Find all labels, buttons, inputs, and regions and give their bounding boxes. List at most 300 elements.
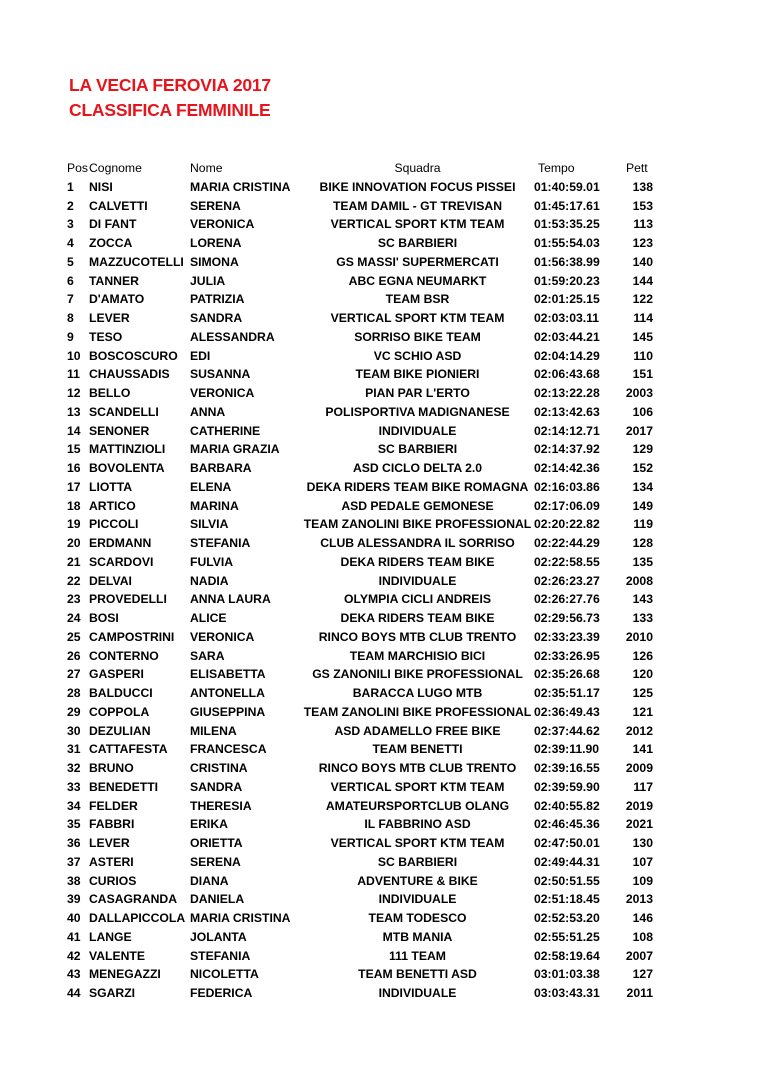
- cell-pett: 2007: [625, 948, 653, 963]
- cell-nome: BARBARA: [190, 461, 252, 475]
- cell-tempo: 02:50:51.55: [534, 873, 600, 888]
- cell-cognome: LANGE: [89, 929, 132, 944]
- cell-pos: 5: [67, 254, 74, 269]
- cell-nome: ALICE: [190, 611, 227, 625]
- cell-tempo: 02:35:26.68: [534, 667, 600, 682]
- cell-pett: 146: [632, 911, 653, 925]
- cell-pos: 29: [67, 704, 81, 719]
- document-title: LA VECIA FEROVIA 2017: [69, 75, 271, 95]
- cell-nome: GIUSEPPINA: [190, 704, 266, 719]
- cell-cognome: DALLAPICCOLA: [89, 911, 186, 925]
- cell-pett: 141: [632, 742, 653, 757]
- cell-pos: 37: [67, 854, 81, 869]
- cell-pos: 27: [67, 667, 81, 682]
- cell-pett: 2010: [625, 629, 653, 644]
- cell-tempo: 02:03:44.21: [534, 329, 600, 344]
- cell-nome: MARIA GRAZIA: [190, 442, 280, 457]
- cell-tempo: 02:39:16.55: [534, 761, 600, 775]
- cell-tempo: 02:01:25.15: [534, 292, 600, 307]
- cell-pos: 16: [67, 461, 81, 475]
- cell-cognome: PROVEDELLI: [89, 592, 167, 607]
- cell-pett: 2011: [626, 986, 653, 1000]
- document-subtitle: CLASSIFICA FEMMINILE: [69, 100, 271, 120]
- cell-pos: 33: [67, 779, 81, 794]
- cell-nome: SILVIA: [190, 517, 229, 532]
- cell-tempo: 02:06:43.68: [534, 367, 600, 382]
- cell-pos: 9: [67, 329, 74, 344]
- cell-pos: 22: [67, 573, 81, 588]
- cell-pos: 19: [67, 517, 81, 532]
- header-squadra: Squadra: [394, 161, 441, 175]
- cell-squadra: SORRISO BIKE TEAM: [354, 329, 481, 344]
- table-row: [67, 853, 653, 872]
- cell-pos: 39: [67, 892, 81, 907]
- cell-tempo: 03:01:03.38: [534, 967, 600, 982]
- cell-pett: 107: [632, 854, 653, 869]
- cell-cognome: D'AMATO: [89, 292, 145, 307]
- cell-nome: FEDERICA: [190, 986, 253, 1000]
- cell-nome: EDI: [190, 348, 211, 363]
- header-nome: Nome: [190, 161, 223, 175]
- cell-cognome: MATTINZIOLI: [89, 442, 166, 457]
- table-body: [67, 178, 653, 1003]
- table-row: [67, 815, 653, 834]
- cell-tempo: 02:26:27.76: [534, 592, 600, 607]
- header-pos: Pos: [67, 161, 89, 175]
- cell-cognome: LIOTTA: [89, 479, 133, 494]
- cell-squadra: VERTICAL SPORT KTM TEAM: [330, 836, 505, 850]
- cell-nome: CATHERINE: [190, 423, 261, 438]
- cell-tempo: 02:17:06.09: [534, 498, 600, 513]
- cell-squadra: TEAM ZANOLINI BIKE PROFESSIONAL: [303, 704, 532, 719]
- cell-pos: 21: [67, 554, 81, 569]
- cell-pett: 2013: [625, 892, 653, 907]
- cell-tempo: 01:53:35.25: [534, 217, 600, 232]
- cell-tempo: 02:16:03.86: [534, 479, 600, 494]
- cell-pett: 126: [632, 648, 653, 663]
- cell-squadra: DEKA RIDERS TEAM BIKE: [340, 554, 495, 569]
- table-row: [67, 909, 653, 928]
- cell-nome: ELISABETTA: [190, 667, 266, 682]
- cell-cognome: BOSI: [89, 611, 119, 625]
- cell-pett: 128: [632, 536, 653, 550]
- cell-tempo: 02:46:45.36: [534, 817, 600, 832]
- table-row: [67, 984, 653, 1003]
- cell-nome: VERONICA: [190, 629, 255, 644]
- cell-pos: 34: [67, 798, 81, 813]
- cell-pett: 123: [632, 236, 653, 250]
- cell-pos: 38: [67, 873, 81, 888]
- cell-squadra: INDIVIDUALE: [378, 986, 457, 1000]
- cell-squadra: SC BARBIERI: [377, 442, 458, 457]
- table-row: [67, 759, 653, 778]
- cell-nome: ANNA: [190, 404, 226, 419]
- table-row: [67, 403, 653, 422]
- cell-pos: 17: [67, 479, 81, 494]
- cell-nome: NADIA: [190, 573, 229, 588]
- cell-squadra: PIAN PAR L'ERTO: [365, 386, 470, 400]
- cell-pett: 125: [632, 686, 653, 700]
- cell-squadra: INDIVIDUALE: [378, 423, 457, 438]
- cell-cognome: ARTICO: [89, 498, 136, 513]
- cell-pett: 122: [632, 292, 653, 307]
- cell-tempo: 02:13:22.28: [534, 386, 600, 400]
- cell-cognome: TANNER: [89, 273, 139, 288]
- table-row: [67, 272, 653, 291]
- table-row: [67, 628, 653, 647]
- cell-nome: VERONICA: [190, 217, 255, 232]
- table-row: [67, 422, 653, 441]
- cell-cognome: FABBRI: [89, 817, 135, 832]
- cell-squadra: GS ZANONILI BIKE PROFESSIONAL: [312, 667, 523, 682]
- cell-cognome: FELDER: [89, 798, 138, 813]
- table-row: [67, 778, 653, 797]
- cell-squadra: OLYMPIA CICLI ANDREIS: [344, 592, 491, 607]
- cell-pos: 40: [67, 911, 81, 925]
- cell-tempo: 02:47:50.01: [534, 836, 600, 850]
- cell-cognome: SENONER: [89, 423, 150, 438]
- cell-cognome: LEVER: [89, 836, 130, 850]
- cell-pos: 36: [67, 836, 81, 850]
- cell-nome: SANDRA: [190, 311, 243, 325]
- cell-nome: NICOLETTA: [190, 967, 259, 982]
- table-row: [67, 947, 653, 966]
- cell-cognome: ERDMANN: [89, 536, 152, 550]
- cell-nome: LORENA: [190, 236, 242, 250]
- cell-nome: SARA: [190, 648, 225, 663]
- table-row: [67, 497, 653, 516]
- cell-pos: 14: [67, 423, 81, 438]
- cell-pos: 35: [67, 817, 81, 832]
- cell-cognome: BALDUCCI: [89, 686, 153, 700]
- cell-squadra: TEAM BSR: [385, 292, 450, 307]
- cell-nome: SANDRA: [190, 779, 243, 794]
- cell-nome: SIMONA: [190, 254, 239, 269]
- cell-nome: MARINA: [190, 498, 239, 513]
- cell-squadra: TEAM MARCHISIO BICI: [349, 648, 486, 663]
- cell-pos: 6: [67, 273, 74, 288]
- cell-squadra: TEAM TODESCO: [368, 911, 467, 925]
- cell-nome: ERIKA: [190, 817, 228, 832]
- cell-squadra: TEAM ZANOLINI BIKE PROFESSIONAL: [303, 517, 532, 532]
- cell-cognome: TESO: [89, 329, 123, 344]
- cell-tempo: 02:14:42.36: [534, 461, 600, 475]
- cell-nome: DANIELA: [190, 892, 245, 907]
- cell-squadra: VERTICAL SPORT KTM TEAM: [330, 311, 505, 325]
- cell-tempo: 01:55:54.03: [534, 236, 600, 250]
- cell-cognome: DELVAI: [89, 573, 132, 588]
- cell-squadra: BIKE INNOVATION FOCUS PISSEI: [319, 179, 516, 194]
- cell-pett: 134: [632, 479, 653, 494]
- cell-pett: 2012: [625, 723, 653, 738]
- table-row: [67, 834, 653, 853]
- cell-nome: STEFANIA: [190, 536, 251, 550]
- cell-squadra: IL FABBRINO ASD: [364, 817, 471, 832]
- cell-pett: 140: [632, 254, 653, 269]
- cell-tempo: 01:56:38.99: [534, 254, 600, 269]
- table-row: [67, 459, 653, 478]
- cell-cognome: BELLO: [89, 386, 131, 400]
- cell-cognome: CURIOS: [89, 873, 137, 888]
- cell-nome: ORIETTA: [190, 836, 243, 850]
- cell-pett: 121: [632, 704, 653, 719]
- cell-cognome: BOSCOSCURO: [89, 348, 178, 363]
- cell-squadra: DEKA RIDERS TEAM BIKE: [340, 611, 495, 625]
- cell-pett: 149: [632, 498, 653, 513]
- cell-pos: 44: [67, 986, 81, 1000]
- cell-cognome: ZOCCA: [89, 236, 133, 250]
- cell-cognome: SCANDELLI: [89, 404, 159, 419]
- table-row: [67, 215, 653, 234]
- table-row: [67, 234, 653, 253]
- cell-pett: 152: [632, 461, 653, 475]
- cell-tempo: 02:29:56.73: [534, 611, 600, 625]
- cell-cognome: SGARZI: [89, 986, 136, 1000]
- cell-squadra: RINCO BOYS MTB CLUB TRENTO: [318, 761, 517, 775]
- cell-cognome: BOVOLENTA: [89, 461, 165, 475]
- table-header: [67, 159, 653, 178]
- cell-cognome: CASAGRANDA: [89, 892, 178, 907]
- cell-pett: 106: [632, 404, 653, 419]
- cell-squadra: POLISPORTIVA MADIGNANESE: [325, 404, 510, 419]
- cell-squadra: SC BARBIERI: [377, 854, 458, 869]
- table-row: [67, 553, 653, 572]
- cell-squadra: SC BARBIERI: [377, 236, 458, 250]
- cell-tempo: 02:26:23.27: [534, 573, 600, 588]
- cell-tempo: 02:20:22.82: [534, 517, 600, 532]
- cell-squadra: VERTICAL SPORT KTM TEAM: [330, 217, 505, 232]
- cell-pos: 42: [67, 948, 81, 963]
- cell-cognome: COPPOLA: [89, 704, 150, 719]
- cell-pett: 133: [632, 611, 653, 625]
- cell-pett: 113: [633, 217, 653, 232]
- cell-pett: 145: [632, 329, 653, 344]
- cell-pos: 12: [67, 386, 81, 400]
- cell-squadra: ABC EGNA NEUMARKT: [348, 273, 487, 288]
- table-row: [67, 590, 653, 609]
- cell-pett: 110: [633, 348, 653, 363]
- cell-tempo: 02:03:03.11: [534, 311, 600, 325]
- cell-cognome: NISI: [89, 179, 113, 194]
- cell-cognome: VALENTE: [89, 948, 145, 963]
- cell-squadra: INDIVIDUALE: [378, 892, 457, 907]
- cell-pos: 31: [67, 742, 81, 757]
- cell-pos: 7: [67, 292, 74, 307]
- cell-squadra: MTB MANIA: [382, 929, 453, 944]
- cell-nome: CRISTINA: [190, 761, 248, 775]
- cell-pett: 153: [632, 198, 653, 213]
- table-row: [67, 609, 653, 628]
- cell-pos: 10: [67, 348, 81, 363]
- table-row: [67, 797, 653, 816]
- cell-pett: 135: [632, 554, 653, 569]
- cell-tempo: 01:45:17.61: [534, 198, 600, 213]
- cell-nome: ANNA LAURA: [190, 592, 271, 607]
- cell-nome: DIANA: [190, 873, 229, 888]
- header-row: [67, 159, 653, 178]
- cell-tempo: 02:14:37.92: [534, 442, 600, 457]
- table-row: [67, 928, 653, 947]
- cell-pos: 2: [67, 198, 74, 213]
- cell-squadra: AMATEURSPORTCLUB OLANG: [325, 798, 510, 813]
- table-row: [67, 347, 653, 366]
- cell-cognome: CONTERNO: [89, 648, 159, 663]
- cell-squadra: INDIVIDUALE: [378, 573, 457, 588]
- cell-pett: 130: [632, 836, 653, 850]
- cell-squadra: VERTICAL SPORT KTM TEAM: [330, 779, 505, 794]
- table-row: [67, 665, 653, 684]
- cell-tempo: 02:37:44.62: [534, 723, 600, 738]
- cell-cognome: CAMPOSTRINI: [89, 629, 175, 644]
- cell-pos: 13: [67, 404, 81, 419]
- table-row: [67, 253, 653, 272]
- table-row: [67, 365, 653, 384]
- cell-tempo: 02:33:26.95: [534, 648, 600, 663]
- cell-pos: 43: [67, 967, 81, 982]
- cell-pett: 114: [633, 311, 653, 325]
- cell-cognome: MENEGAZZI: [89, 967, 161, 982]
- cell-tempo: 02:35:51.17: [534, 686, 600, 700]
- cell-pos: 23: [67, 592, 81, 607]
- cell-nome: JOLANTA: [190, 929, 247, 944]
- cell-tempo: 02:14:12.71: [534, 423, 600, 438]
- header-pett: Pett: [626, 161, 648, 175]
- cell-cognome: BENEDETTI: [89, 779, 159, 794]
- cell-pett: 2021: [625, 817, 653, 832]
- cell-nome: FULVIA: [190, 554, 234, 569]
- cell-tempo: 03:03:43.31: [534, 986, 600, 1000]
- cell-nome: MILENA: [190, 723, 237, 738]
- table-row: [67, 309, 653, 328]
- cell-nome: THERESIA: [190, 798, 252, 813]
- cell-tempo: 02:55:51.25: [534, 929, 600, 944]
- cell-pett: 129: [632, 442, 653, 457]
- cell-pett: 151: [632, 367, 653, 382]
- cell-tempo: 02:58:19.64: [534, 948, 600, 963]
- cell-pett: 119: [633, 517, 653, 532]
- cell-pos: 3: [67, 217, 74, 232]
- cell-tempo: 02:39:59.90: [534, 779, 600, 794]
- cell-cognome: BRUNO: [89, 761, 134, 775]
- cell-squadra: TEAM DAMIL - GT TREVISAN: [332, 198, 503, 213]
- cell-cognome: DI FANT: [89, 217, 137, 232]
- cell-tempo: 02:04:14.29: [534, 348, 600, 363]
- cell-squadra: RINCO BOYS MTB CLUB TRENTO: [318, 629, 517, 644]
- cell-nome: MARIA CRISTINA: [190, 179, 291, 194]
- cell-squadra: VC SCHIO ASD: [373, 348, 462, 363]
- cell-pos: 26: [67, 648, 81, 663]
- cell-nome: SERENA: [190, 198, 241, 213]
- cell-pett: 117: [633, 779, 653, 794]
- cell-nome: MARIA CRISTINA: [190, 911, 291, 925]
- cell-squadra: TEAM BIKE PIONIERI: [355, 367, 480, 382]
- cell-squadra: ASD PEDALE GEMONESE: [341, 498, 494, 513]
- table-row: [67, 890, 653, 909]
- cell-squadra: ASD ADAMELLO FREE BIKE: [334, 723, 501, 738]
- cell-cognome: GASPERI: [89, 667, 144, 682]
- cell-tempo: 02:51:18.45: [534, 892, 600, 907]
- cell-tempo: 02:22:58.55: [534, 554, 600, 569]
- cell-tempo: 02:22:44.29: [534, 536, 600, 550]
- header-tempo: Tempo: [538, 161, 575, 175]
- cell-tempo: 02:33:23.39: [534, 629, 600, 644]
- cell-pett: 120: [632, 667, 653, 682]
- cell-pos: 15: [67, 442, 81, 457]
- cell-pett: 2008: [625, 573, 653, 588]
- cell-squadra: ADVENTURE & BIKE: [357, 873, 478, 888]
- cell-squadra: 111 TEAM: [389, 948, 446, 963]
- cell-tempo: 02:13:42.63: [534, 404, 600, 419]
- table-row: [67, 440, 653, 459]
- cell-nome: SERENA: [190, 854, 241, 869]
- cell-cognome: SCARDOVI: [89, 554, 154, 569]
- cell-nome: FRANCESCA: [190, 742, 267, 757]
- cell-pos: 30: [67, 723, 81, 738]
- table-row: [67, 703, 653, 722]
- cell-tempo: 02:52:53.20: [534, 911, 600, 925]
- cell-squadra: CLUB ALESSANDRA IL SORRISO: [320, 536, 515, 550]
- cell-tempo: 01:59:20.23: [534, 273, 600, 288]
- cell-cognome: LEVER: [89, 311, 130, 325]
- cell-pett: 2003: [625, 386, 653, 400]
- cell-tempo: 02:39:11.90: [534, 742, 600, 757]
- cell-nome: STEFANIA: [190, 948, 251, 963]
- cell-nome: JULIA: [190, 273, 226, 288]
- table-row: [67, 872, 653, 891]
- table-row: [67, 328, 653, 347]
- cell-tempo: 02:40:55.82: [534, 798, 600, 813]
- cell-squadra: GS MASSI' SUPERMERCATI: [336, 254, 499, 269]
- cell-tempo: 01:40:59.01: [534, 179, 600, 194]
- cell-nome: PATRIZIA: [190, 292, 245, 307]
- cell-pos: 8: [67, 311, 74, 325]
- table-row: [67, 290, 653, 309]
- cell-tempo: 02:49:44.31: [534, 854, 600, 869]
- cell-pett: 143: [632, 592, 653, 607]
- cell-nome: ALESSANDRA: [190, 329, 275, 344]
- cell-pett: 144: [632, 273, 653, 288]
- cell-squadra: BARACCA LUGO MTB: [352, 686, 483, 700]
- cell-cognome: CALVETTI: [89, 198, 148, 213]
- table-row: [67, 534, 653, 553]
- cell-pett: 109: [632, 873, 653, 888]
- cell-pos: 18: [67, 498, 81, 513]
- cell-pos: 41: [67, 929, 81, 944]
- cell-pett: 2009: [625, 761, 653, 775]
- cell-squadra: DEKA RIDERS TEAM BIKE ROMAGNA: [306, 479, 529, 494]
- cell-squadra: ASD CICLO DELTA 2.0: [352, 461, 483, 475]
- table-row: [67, 647, 653, 666]
- table-row: [67, 965, 653, 984]
- cell-pos: 4: [67, 236, 74, 250]
- cell-pett: 2017: [625, 423, 653, 438]
- cell-pos: 28: [67, 686, 81, 700]
- cell-pos: 32: [67, 761, 81, 775]
- cell-pett: 127: [632, 967, 653, 982]
- cell-cognome: PICCOLI: [89, 517, 139, 532]
- table-row: [67, 572, 653, 591]
- cell-cognome: ASTERI: [89, 854, 134, 869]
- cell-pos: 11: [67, 367, 80, 382]
- results-table: [67, 159, 653, 1003]
- cell-nome: VERONICA: [190, 386, 255, 400]
- table-row: [67, 178, 653, 197]
- cell-tempo: 02:36:49.43: [534, 704, 600, 719]
- cell-squadra: TEAM BENETTI: [372, 742, 463, 757]
- table-row: [67, 197, 653, 216]
- cell-pos: 1: [67, 179, 74, 194]
- cell-pos: 24: [67, 611, 81, 625]
